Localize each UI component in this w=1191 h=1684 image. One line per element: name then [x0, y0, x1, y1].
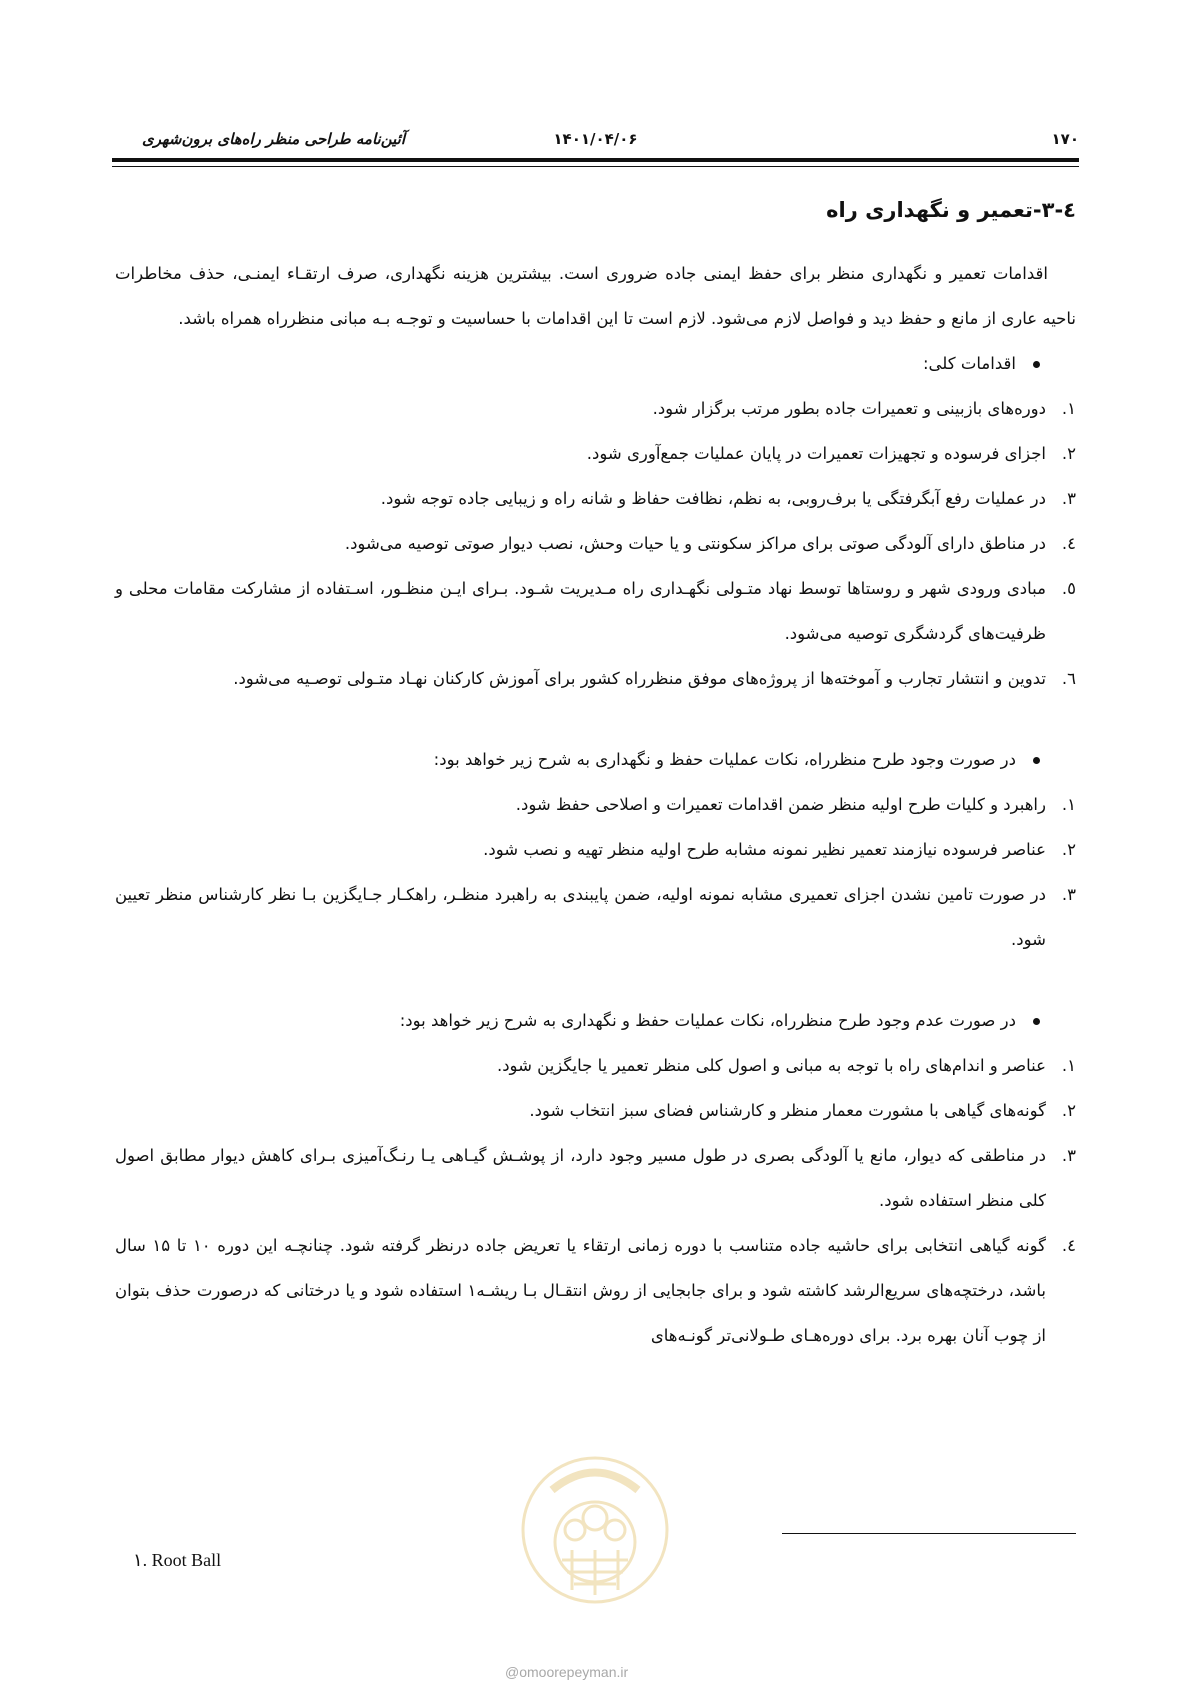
list-item	[115, 566, 1076, 656]
page-number: ۱۷۰	[1051, 130, 1079, 148]
item-text: گونه گیاهی انتخابی برای حاشیه جاده متناسب با دوره زمانی ارتقاء یا تعریض جاده درنظر گرفته شود. چنانچـه این دوره ۱۰ تا ۱۵ سال باشد، درختچه‌های سریع‌الرشد کاشته شود و برای جابجایی از روش انتقـال بـا ریشـه۱ استفاده شود و یا درختانی که درصورت حذف بتوان از چوب آنان بهره برد. برای دوره‌هـای طـولانی‌تر گونـه‌های	[115, 1236, 1047, 1345]
list-heading-without-plan	[115, 998, 1076, 1043]
item-number: ٦.	[1061, 669, 1076, 688]
bullet-icon	[1033, 1018, 1040, 1025]
item-number: ٥.	[1061, 579, 1076, 598]
list-heading-text: در صورت وجود طرح منظرراه، نکات عملیات حفظ و نگهداری به شرح زیر خواهد بود:	[433, 750, 1016, 769]
list-item	[115, 386, 1076, 431]
spacer	[115, 962, 1076, 998]
item-text: در مناطق دارای آلودگی صوتی برای مراکز سکونتی و یا حیات وحش، نصب دیوار صوتی توصیه می‌شود.	[344, 534, 1046, 553]
list-heading-with-plan	[115, 737, 1076, 782]
item-number: ٤.	[1061, 534, 1076, 553]
watermark-text: @omoorepeyman.ir	[505, 1664, 629, 1680]
book-title: آئین‌نامه طراحی منظر راه‌های برون‌شهری	[142, 130, 405, 148]
item-text: اجزای فرسوده و تجهیزات تعمیرات در پایان عملیات جمع‌آوری شود.	[586, 444, 1046, 463]
item-text: عناصر و اندام‌های راه با توجه به مبانی و اصول کلی منظر تعمیر یا جایگزین شود.	[496, 1056, 1046, 1075]
item-number: ۲.	[1061, 840, 1076, 859]
list-item	[115, 872, 1076, 962]
spacer	[115, 701, 1076, 737]
header-rule-thin	[112, 166, 1079, 167]
list-item	[115, 1088, 1076, 1133]
item-number: ۱.	[1061, 1056, 1076, 1075]
item-number: ۳.	[1061, 885, 1076, 904]
list-item	[115, 656, 1076, 701]
item-number: ٤.	[1061, 1236, 1076, 1255]
bullet-icon	[1033, 757, 1040, 764]
item-text: در صورت تامین نشدن اجزای تعمیری مشابه نمونه اولیه، ضمن پایبندی به راهبرد منظـر، راهکـار جـایگزین بـا نظر کارشناس منظر تعیین شود.	[115, 885, 1046, 949]
list-item	[115, 431, 1076, 476]
item-number: ۱.	[1061, 399, 1076, 418]
item-number: ۳.	[1061, 489, 1076, 508]
header-date: ۱۴۰۱/۰۴/۰۶	[553, 130, 638, 148]
item-number: ۲.	[1061, 444, 1076, 463]
page-body	[115, 195, 1076, 1358]
item-text: دوره‌های بازبینی و تعمیرات جاده بطور مرتب برگزار شود.	[652, 399, 1046, 418]
item-text: گونه‌های گیاهی با مشورت معمار منظر و کارشناس فضای سبز انتخاب شود.	[529, 1101, 1046, 1120]
item-text: مبادی ورودی شهر و روستاها توسط نهاد متـولی نگهـداری راه مـدیریت شـود. بـرای ایـن منظـور، اسـتفاده از مشارکت مقامات محلی و ظرفیت‌های گردشگری توصیه می‌شود.	[115, 579, 1046, 643]
item-number: ۱.	[1061, 795, 1076, 814]
list-heading-text: اقدامات کلی:	[923, 354, 1016, 373]
item-text: در عملیات رفع آبگرفتگی یا برف‌روبی، به نظم، نظافت حفاظ و شانه راه و زیبایی جاده توجه شود.	[380, 489, 1046, 508]
list-heading-general	[115, 341, 1076, 386]
list-item	[115, 1043, 1076, 1088]
footnote-separator	[782, 1533, 1076, 1534]
item-text: تدوین و انتشار تجارب و آموخته‌ها از پروژه‌های موفق منظرراه کشور برای آموزش کارکنان نهـاد متـولی توصـیه می‌شود.	[233, 669, 1046, 688]
item-text: عناصر فرسوده نیازمند تعمیر نظیر نمونه مشابه طرح اولیه منظر تهیه و نصب شود.	[483, 840, 1046, 859]
item-text: راهبرد و کلیات طرح اولیه منظر ضمن اقدامات تعمیرات و اصلاحی حفظ شود.	[515, 795, 1046, 814]
section-title: ٤-۳-تعمیر و نگهداری راه	[826, 198, 1076, 222]
list-heading-text: در صورت عدم وجود طرح منظرراه، نکات عملیات حفظ و نگهداری به شرح زیر خواهد بود:	[399, 1011, 1016, 1030]
intro-paragraph: اقدامات تعمیر و نگهداری منظر برای حفظ ایمنی جاده ضروری است. بیشترین هزینه نگهداری، صرف ارتقـاء ایمنـی، حذف مخاطرات ناحیه عاری از مانع و حفظ دید و فواصل لازم می‌شود. لازم است تا این اقدامات با حساسیت و توجـه بـه مبانی منظرراه همراه باشد.	[115, 264, 1076, 328]
item-number: ۲.	[1061, 1101, 1076, 1120]
footnote: ۱. Root Ball	[133, 1550, 222, 1570]
watermark-logo-icon	[512, 1450, 678, 1610]
list-item	[115, 1223, 1076, 1358]
list-item	[115, 782, 1076, 827]
header-rule-thick	[112, 158, 1079, 162]
list-item	[115, 827, 1076, 872]
item-number: ۳.	[1061, 1146, 1076, 1165]
list-item	[115, 1133, 1076, 1223]
bullet-icon	[1033, 361, 1040, 368]
item-text: در مناطقی که دیوار، مانع یا آلودگی بصری در طول مسیر وجود دارد، از پوشـش گیـاهی یـا رنـگ‌آمیزی بـرای کاهش دیوار مطابق اصول کلی منظر استفاده شود.	[115, 1146, 1046, 1210]
list-item	[115, 476, 1076, 521]
page-header	[112, 130, 1079, 152]
list-item	[115, 521, 1076, 566]
